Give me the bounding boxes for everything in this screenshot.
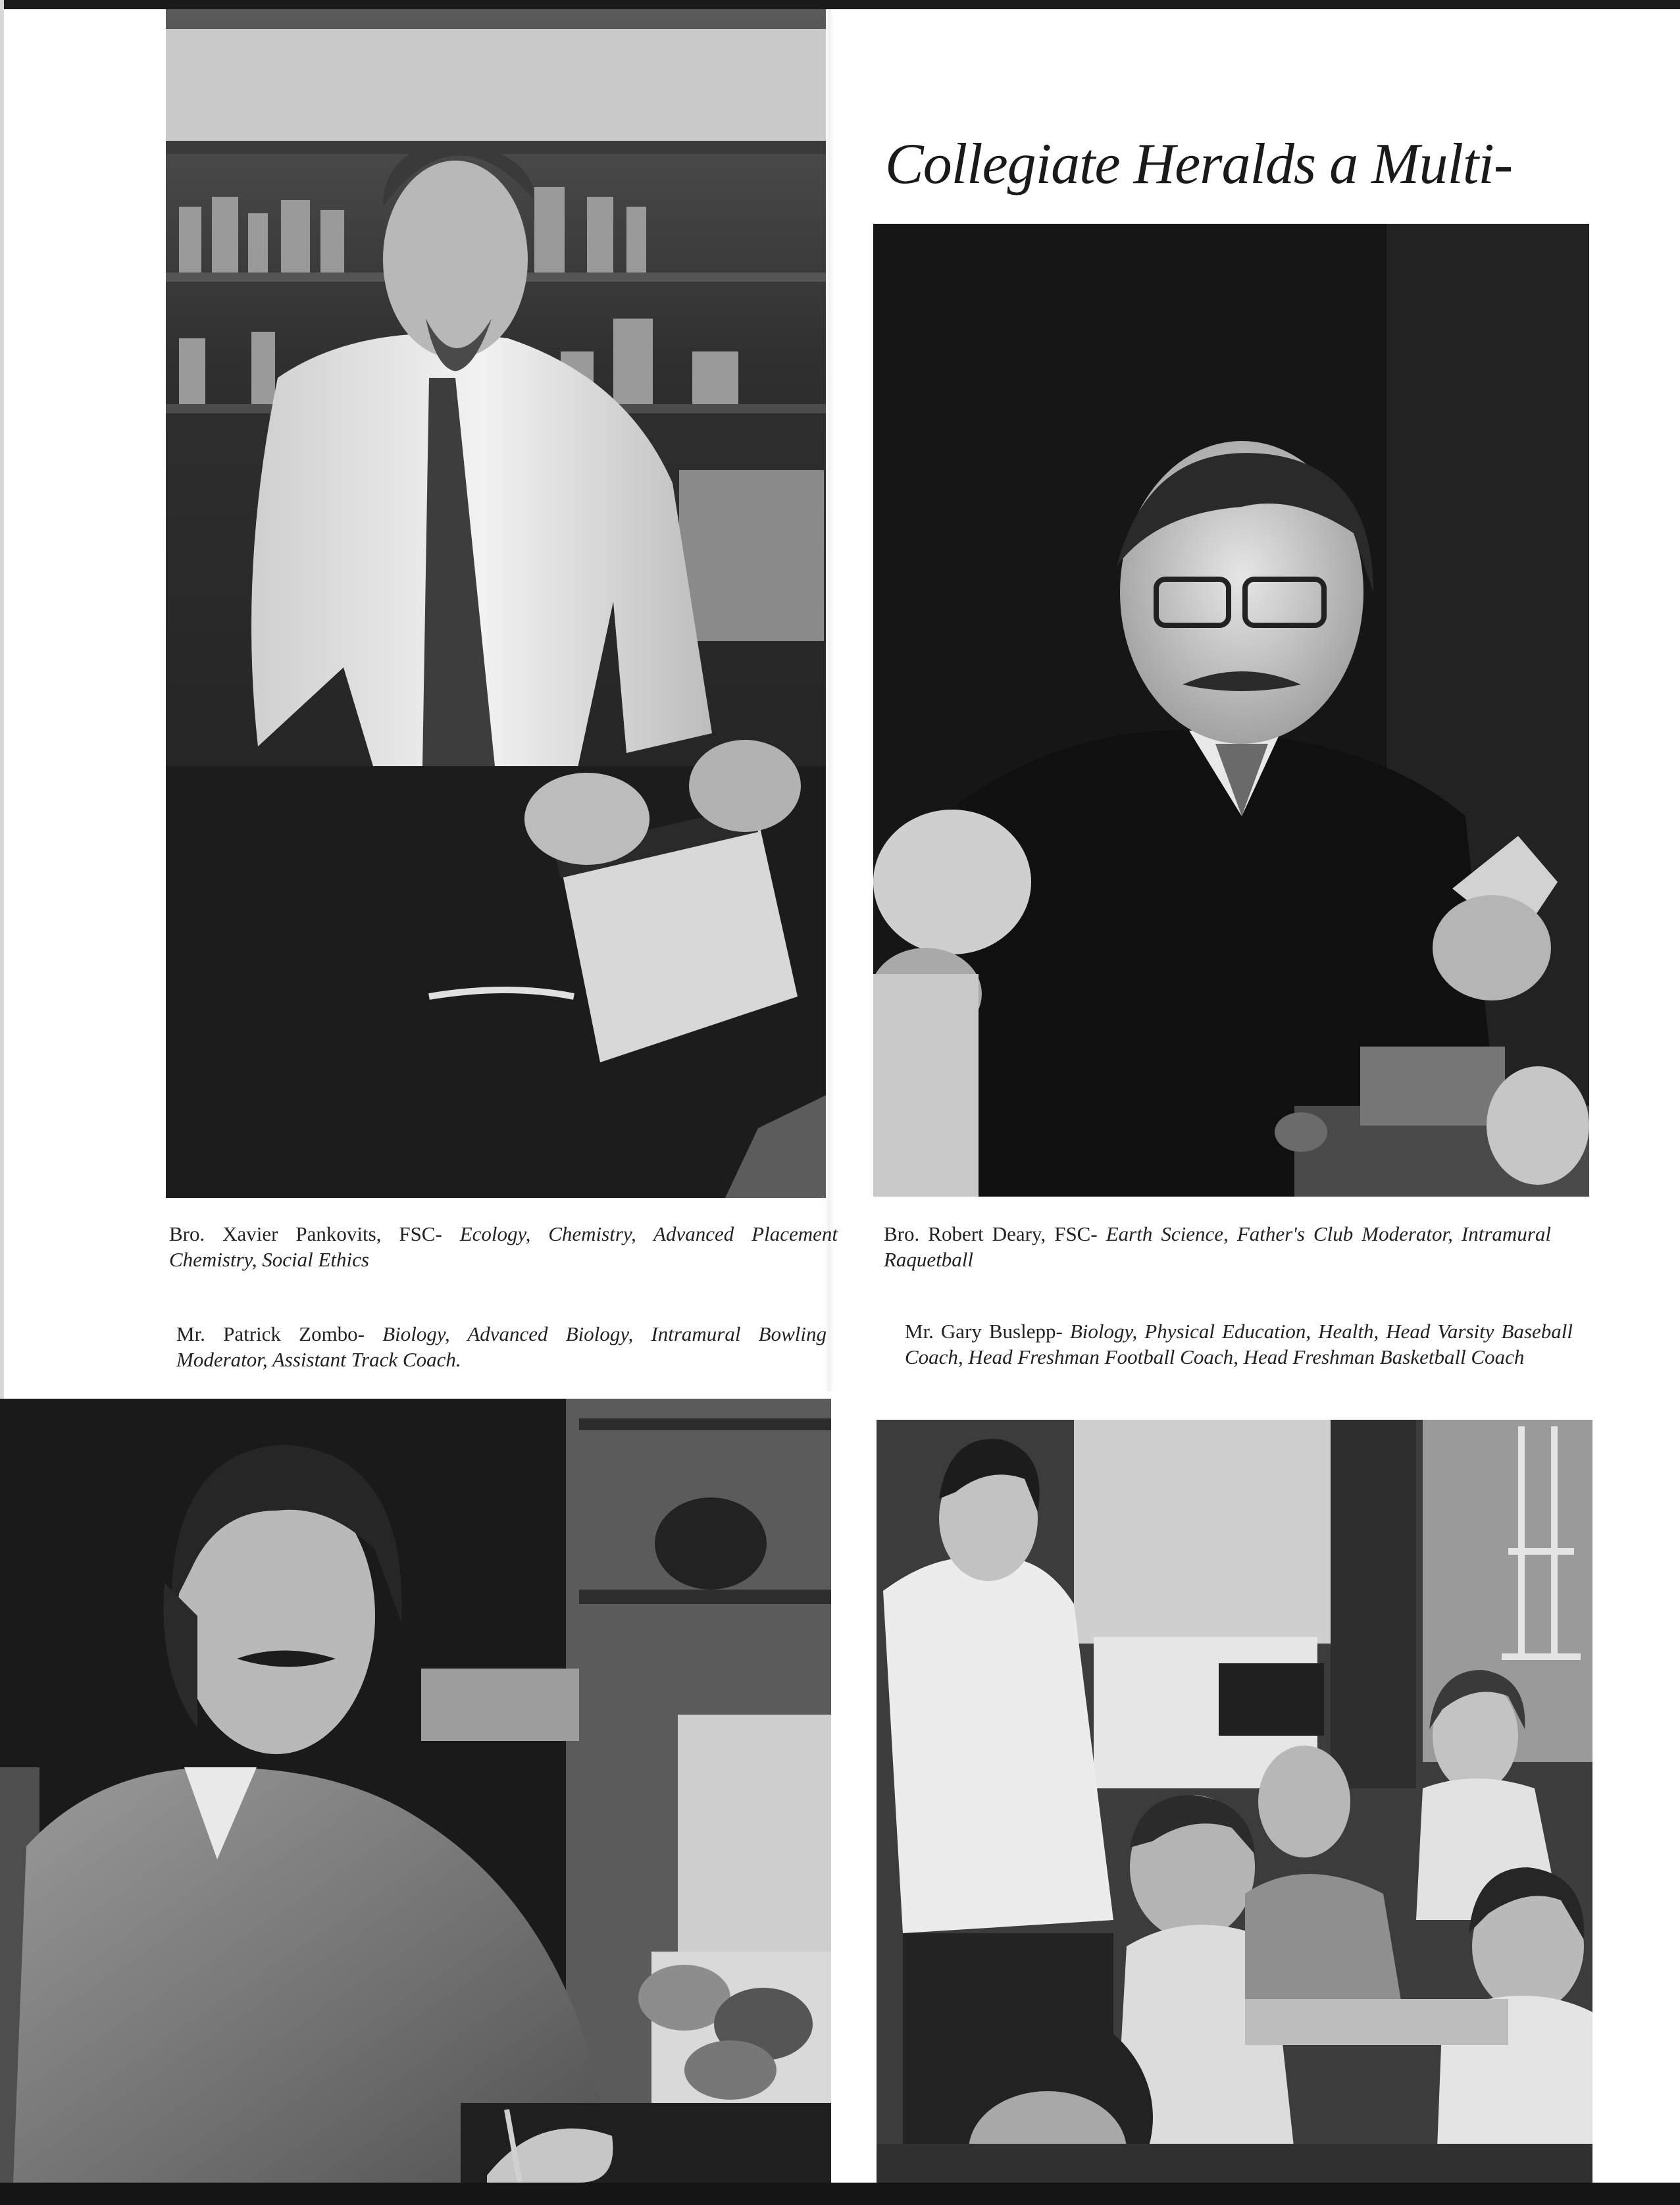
caption-name: Mr. Patrick Zombo- bbox=[176, 1322, 365, 1345]
photo-pankovits-lab bbox=[166, 9, 826, 1198]
photo-buslepp-classroom bbox=[877, 1420, 1592, 2183]
caption-roles: Earth Science, Father's Club Moderator, Intramural Raquetball bbox=[884, 1222, 1551, 1271]
page-heading: Collegiate Heralds a Multi- bbox=[885, 132, 1513, 196]
caption-zombo bbox=[176, 1321, 827, 1372]
page-gutter bbox=[825, 9, 834, 1391]
caption-buslepp bbox=[905, 1318, 1573, 1370]
caption-deary bbox=[884, 1221, 1551, 1272]
caption-name: Bro. Xavier Pankovits, FSC- bbox=[169, 1222, 442, 1245]
caption-pankovits bbox=[169, 1221, 838, 1272]
caption-name: Mr. Gary Buslepp- bbox=[905, 1320, 1063, 1343]
caption-roles: Ecology, Chemistry, Advanced Placement Chemistry, Social Ethics bbox=[169, 1222, 838, 1271]
photo-deary-rocks bbox=[873, 224, 1589, 1197]
caption-name: Bro. Robert Deary, FSC- bbox=[884, 1222, 1098, 1245]
caption-roles: Biology, Advanced Biology, Intramural Bowling Moderator, Assistant Track Coach. bbox=[176, 1322, 827, 1371]
photo-zombo-desk bbox=[0, 1399, 831, 2183]
caption-roles: Biology, Physical Education, Health, Head Varsity Baseball Coach, Head Freshman Football Coach, Head Freshman Basketball Coach bbox=[905, 1320, 1573, 1368]
scan-border-bottom bbox=[0, 2183, 1680, 2205]
scan-border-top bbox=[0, 0, 1680, 9]
